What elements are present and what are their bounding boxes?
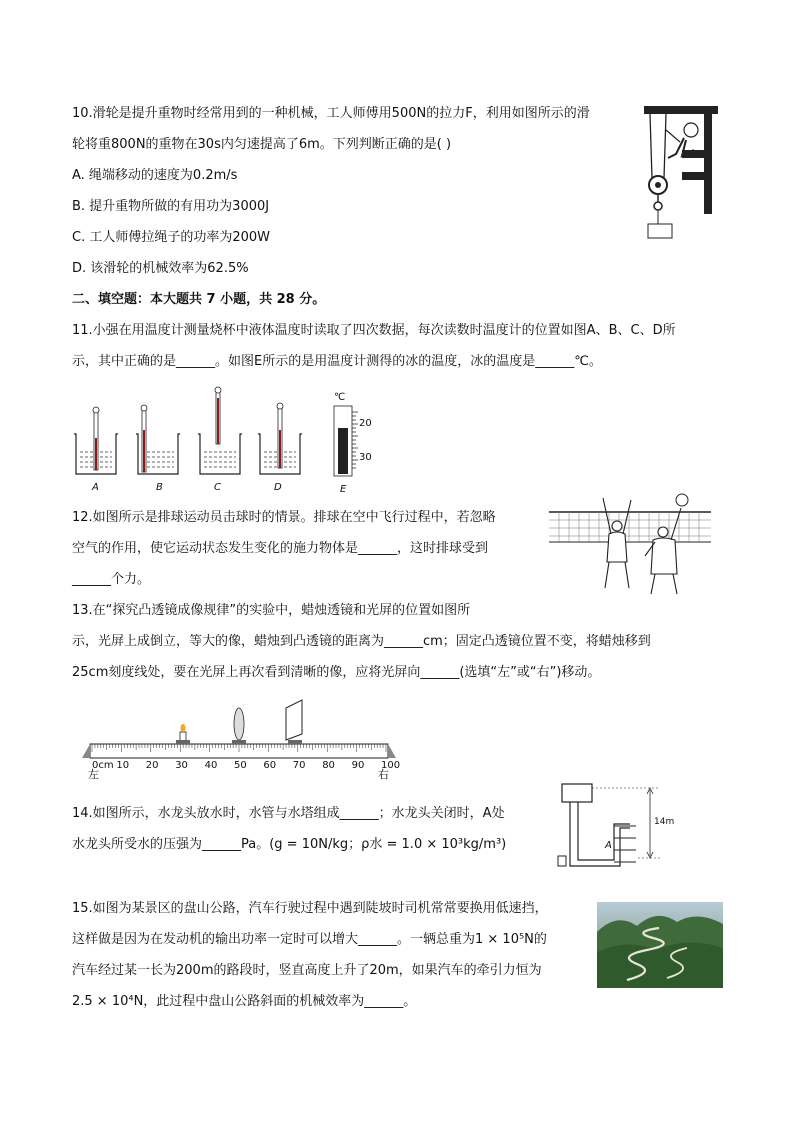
q12-stem-line3: ______个力。 <box>72 572 151 587</box>
height-label: 14m <box>654 817 675 827</box>
section-header-fill-in: 二、填空题：本大题共 7 小题，共 28 分。 <box>72 292 326 307</box>
light-screen <box>286 700 302 744</box>
label-c: C <box>214 482 221 493</box>
q15-stem-line4: 2.5 × 10⁴N，此过程中盘山公路斜面的机械效率为______。 <box>72 994 417 1009</box>
candle <box>176 724 190 744</box>
q15-stem-line1: 15.如图为某景区的盘山公路，汽车行驶过程中遇到陡坡时司机常常要换用低速挡， <box>72 901 548 916</box>
bench-tick-label: 70 <box>292 760 306 771</box>
bench-tick-label: 40 <box>204 760 218 771</box>
q10-option-b: B. 提升重物所做的有用功为3000J <box>72 199 270 214</box>
q10-stem-line1: 10.滑轮是提升重物时经常用到的一种机械，工人师傅用500N的拉力F，利用如图所示的滑 <box>72 106 590 121</box>
q10-option-c: C. 工人师傅拉绳子的功率为200W <box>72 230 271 245</box>
bench-tick-label: 20 <box>145 760 159 771</box>
q11-stem-line1: 11.小强在用温度计测量烧杯中液体温度时读取了四次数据，每次读数时温度计的位置如图A、B、C、D所 <box>72 323 676 338</box>
bench-tick-label: 0cm <box>92 760 114 771</box>
q10-option-a: A. 绳端移动的速度为0.2m/s <box>72 168 238 183</box>
beaker-a <box>74 407 118 493</box>
bench-tick-label: 80 <box>322 760 335 771</box>
water-tower-figure <box>550 778 690 876</box>
optical-bench-figure <box>68 694 401 784</box>
thermometer-figures <box>68 386 372 496</box>
q13-stem-line2: 示，光屏上成倒立，等大的像，蜡烛到凸透镜的距离为______cm；固定凸透镜位置不变，将蜡烛移到 <box>72 634 651 649</box>
beaker-d <box>258 403 302 493</box>
bench-tick-label: 30 <box>175 760 188 771</box>
q11-stem-line2: 示，其中正确的是______。如图E所示的是用温度计测得的冰的温度，冰的温度是______℃。 <box>72 354 602 369</box>
bench-tick-label: 60 <box>263 760 277 771</box>
scale-unit: ℃ <box>334 392 346 403</box>
q13-stem-line1: 13.在“探究凸透镜成像规律”的实验中，蜡烛透镜和光屏的位置如图所 <box>72 603 471 618</box>
beaker-b <box>136 405 180 493</box>
q14-stem-line1: 14.如图所示，水龙头放水时，水管与水塔组成______；水龙头关闭时，A处 <box>72 806 505 821</box>
label-a: A <box>92 482 99 493</box>
q10-option-d: D. 该滑轮的机械效率为62.5% <box>72 261 249 276</box>
scale-tick-20: 20 <box>359 418 372 429</box>
bench-right-label: 右 <box>378 768 389 781</box>
bench-tick-label: 100 <box>381 760 401 771</box>
bench-tick-label: 10 <box>116 760 130 771</box>
beaker-c <box>198 387 242 493</box>
mountain-road-photo <box>597 902 723 988</box>
label-e: E <box>340 484 347 495</box>
scale-tick-30: 30 <box>359 452 372 463</box>
label-b: B <box>156 482 163 493</box>
q13-stem-line3: 25cm刻度线处，要在光屏上再次看到清晰的像，应将光屏向______(选填“左”或“右”)移动。 <box>72 665 601 680</box>
thermometer-e <box>334 392 372 495</box>
q10-stem-line2: 轮将重800N的重物在30s内匀速提高了6m。下列判断正确的是( ) <box>72 137 452 152</box>
q15-stem-line2: 这样做是因为在发动机的输出功率一定时可以增大______。一辆总重为1 × 10⁵N的 <box>72 932 547 947</box>
q12-stem-line2: 空气的作用，使它运动状态发生变化的施力物体是______，这时排球受到 <box>72 541 489 556</box>
point-a-label: A <box>605 840 612 851</box>
label-d: D <box>274 482 282 493</box>
bench-tick-label: 90 <box>351 760 365 771</box>
q15-stem-line3: 汽车经过某一长为200m的路段时，竖直高度上升了20m，如果汽车的牵引力恒为 <box>72 963 542 978</box>
bench-tick-label: 50 <box>234 760 247 771</box>
bench-left-label: 左 <box>88 768 99 781</box>
volleyball-figure <box>545 492 715 596</box>
q14-stem-line2: 水龙头所受水的压强为______Pa。(g = 10N/kg；ρ水 = 1.0 × 10³kg/m³) <box>72 837 507 852</box>
q12-stem-line1: 12.如图所示是排球运动员击球时的情景。排球在空中飞行过程中，若忽略 <box>72 510 496 525</box>
convex-lens <box>232 708 246 744</box>
pulley-figure <box>636 100 722 245</box>
